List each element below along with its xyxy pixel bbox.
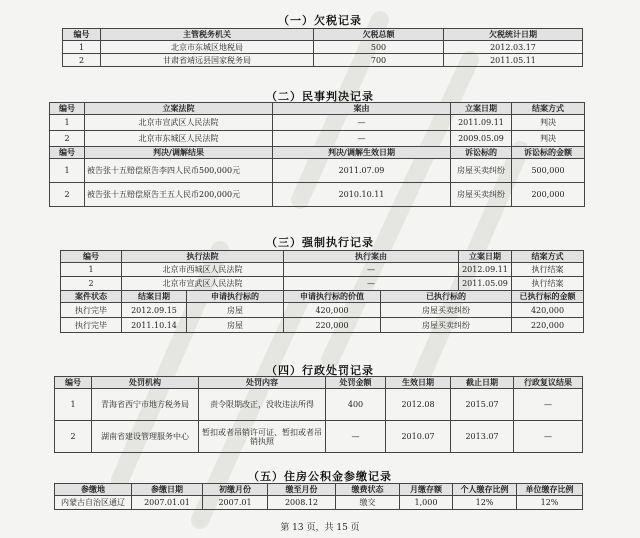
table-cell: 2011.09.11 — [451, 115, 512, 131]
table-cell: 房屋买卖纠纷 — [451, 183, 512, 207]
table-cell: 内蒙古自治区通辽 — [55, 496, 132, 510]
table-cell: 2010.07 — [386, 421, 451, 453]
table-cell: 2010.10.11 — [273, 183, 451, 207]
admin-section-title: （四）行政处罚记录 — [266, 364, 374, 377]
table-cell: 2012.08 — [386, 389, 451, 421]
header-cell: 诉讼标的 — [451, 147, 512, 159]
table-cell: 被告张十五赔偿原告王五人民币200,000元 — [85, 183, 273, 207]
table-cell: — — [514, 421, 583, 453]
table-cell: 执行完毕 — [61, 303, 122, 318]
table-cell: 缴交 — [336, 496, 400, 510]
header-cell: 处罚金额 — [326, 377, 386, 389]
table-cell: 700 — [314, 54, 444, 67]
table-row — [63, 41, 583, 54]
table-cell: 2012.09.11 — [459, 263, 512, 277]
civil-table — [49, 102, 585, 207]
table-cell: 2013.07 — [451, 421, 514, 453]
header-cell: 主管税务机关 — [101, 29, 314, 41]
table-row — [61, 277, 584, 291]
table-cell: 北京市东城区地税局 — [101, 41, 314, 54]
table-row — [63, 54, 583, 67]
table-cell: — — [514, 389, 583, 421]
table-cell: 220,000 — [512, 318, 584, 333]
table-cell: 1 — [50, 115, 85, 131]
table-cell: 被告张十五赔偿原告李四人民币500,000元 — [85, 159, 273, 183]
table-cell: 420,000 — [512, 303, 584, 318]
table-cell: 1 — [55, 389, 92, 421]
table-cell: — — [284, 277, 459, 291]
table-cell: 2 — [50, 183, 85, 207]
civil-section-title: （二）民事判决记录 — [266, 90, 374, 103]
table-cell: 200,000 — [512, 183, 585, 207]
header-cell: 初缴月份 — [203, 484, 268, 496]
header-cell: 结案方式 — [512, 251, 584, 263]
table-cell: 2011.10.14 — [122, 318, 187, 333]
table-cell: 执行结案 — [512, 277, 584, 291]
header-cell: 截止日期 — [451, 377, 514, 389]
exec-table — [60, 250, 584, 333]
header-cell: 执行案由 — [284, 251, 459, 263]
header-cell: 缴费状态 — [336, 484, 400, 496]
header-cell: 处罚内容 — [199, 377, 326, 389]
table-cell: 2015.07 — [451, 389, 514, 421]
table-cell: 甘肃省靖远县国家税务局 — [101, 54, 314, 67]
fund-table — [54, 483, 583, 510]
header-cell: 编号 — [50, 147, 85, 159]
header-cell: 月缴存额 — [400, 484, 453, 496]
table-cell: 房屋买卖纠纷 — [381, 318, 512, 333]
table-cell: 青海省西宁市地方税务局 — [92, 389, 199, 421]
table-cell: — — [273, 115, 451, 131]
table-header-row — [61, 291, 584, 303]
tax-section-title: （一）欠税记录 — [278, 14, 362, 27]
table-cell: 房屋 — [187, 303, 284, 318]
table-cell: 房屋买卖纠纷 — [451, 159, 512, 183]
table-cell: 北京市东城区人民法院 — [85, 131, 273, 147]
fund-section-title: （五）住房公积金参缴记录 — [248, 470, 392, 483]
table-cell: 2012.03.17 — [444, 41, 583, 54]
table-cell: 2 — [50, 131, 85, 147]
header-cell: 判决/调解生效日期 — [273, 147, 451, 159]
table-cell: 2011.05.09 — [459, 277, 512, 291]
header-cell: 欠税统计日期 — [444, 29, 583, 41]
table-cell: 420,000 — [284, 303, 381, 318]
table-cell: 执行完毕 — [61, 318, 122, 333]
table-cell: 2007.01.01 — [132, 496, 203, 510]
table-cell: 北京市宣武区人民法院 — [122, 277, 284, 291]
header-cell: 单位缴存比例 — [517, 484, 583, 496]
header-cell: 编号 — [55, 377, 92, 389]
header-cell: 执行法院 — [122, 251, 284, 263]
header-cell: 结案方式 — [512, 103, 585, 115]
table-row — [55, 496, 583, 510]
table-cell: 2 — [55, 421, 92, 453]
table-row — [61, 263, 584, 277]
header-cell: 判决/调解结果 — [85, 147, 273, 159]
header-cell: 参缴日期 — [132, 484, 203, 496]
table-cell: 12% — [517, 496, 583, 510]
table-cell: 500 — [314, 41, 444, 54]
table-cell: 判决 — [512, 115, 585, 131]
header-cell: 立案日期 — [459, 251, 512, 263]
header-cell: 编号 — [50, 103, 85, 115]
table-header-row — [63, 29, 583, 41]
table-cell: 12% — [453, 496, 517, 510]
table-row — [55, 421, 583, 453]
table-cell: 北京市宣武区人民法院 — [85, 115, 273, 131]
table-cell: — — [284, 263, 459, 277]
header-cell: 立案法院 — [85, 103, 273, 115]
header-cell: 案由 — [273, 103, 451, 115]
table-cell: 判决 — [512, 131, 585, 147]
table-header-row — [61, 251, 584, 263]
page-number: 第 13 页，共 15 页 — [280, 523, 360, 533]
header-cell: 参缴地 — [55, 484, 132, 496]
table-header-row — [55, 377, 583, 389]
header-cell: 案件状态 — [61, 291, 122, 303]
table-cell: 北京市西城区人民法院 — [122, 263, 284, 277]
table-cell: 2011.07.09 — [273, 159, 451, 183]
table-cell: 房屋 — [187, 318, 284, 333]
table-row — [50, 131, 585, 147]
header-cell: 处罚机构 — [92, 377, 199, 389]
table-cell: 2012.09.15 — [122, 303, 187, 318]
table-cell: 湖南省建设管理服务中心 — [92, 421, 199, 453]
header-cell: 已执行标的金额 — [512, 291, 584, 303]
header-cell: 个人缴存比例 — [453, 484, 517, 496]
exec-section-title: （三）强制执行记录 — [266, 236, 374, 249]
header-cell: 欠税总额 — [314, 29, 444, 41]
table-row — [55, 389, 583, 421]
header-cell: 编号 — [63, 29, 101, 41]
header-cell: 申请执行标的 — [187, 291, 284, 303]
header-cell: 结案日期 — [122, 291, 187, 303]
table-cell: 房屋买卖纠纷 — [381, 303, 512, 318]
table-cell: — — [326, 421, 386, 453]
table-cell: 220,000 — [284, 318, 381, 333]
table-header-row — [55, 484, 583, 496]
table-row — [50, 159, 585, 183]
table-header-row — [50, 103, 585, 115]
header-cell: 诉讼标的金额 — [512, 147, 585, 159]
table-cell: — — [273, 131, 451, 147]
header-cell: 申请执行标的价值 — [284, 291, 381, 303]
table-cell: 暂扣或者吊销许可证、暂扣或者吊销执照 — [199, 421, 326, 453]
table-cell: 责令限期改正，没收违法所得 — [199, 389, 326, 421]
table-cell: 2011.05.11 — [444, 54, 583, 67]
table-row — [61, 303, 584, 318]
table-cell: 1 — [50, 159, 85, 183]
admin-table — [54, 376, 583, 453]
table-cell: 400 — [326, 389, 386, 421]
header-cell: 行政复议结果 — [514, 377, 583, 389]
table-cell: 2 — [61, 277, 122, 291]
tax-table — [62, 28, 583, 67]
header-cell: 生效日期 — [386, 377, 451, 389]
table-row — [50, 115, 585, 131]
table-cell: 2 — [63, 54, 101, 67]
table-row — [61, 318, 584, 333]
header-cell: 已执行标的 — [381, 291, 512, 303]
table-cell: 2008.12 — [268, 496, 336, 510]
table-cell: 1 — [61, 263, 122, 277]
table-cell: 1,000 — [400, 496, 453, 510]
table-cell: 500,000 — [512, 159, 585, 183]
table-cell: 执行结案 — [512, 263, 584, 277]
table-row — [50, 183, 585, 207]
table-header-row — [50, 147, 585, 159]
header-cell: 立案日期 — [451, 103, 512, 115]
header-cell: 编号 — [61, 251, 122, 263]
table-cell: 2007.01 — [203, 496, 268, 510]
header-cell: 缴至月份 — [268, 484, 336, 496]
table-cell: 1 — [63, 41, 101, 54]
table-cell: 2009.05.09 — [451, 131, 512, 147]
